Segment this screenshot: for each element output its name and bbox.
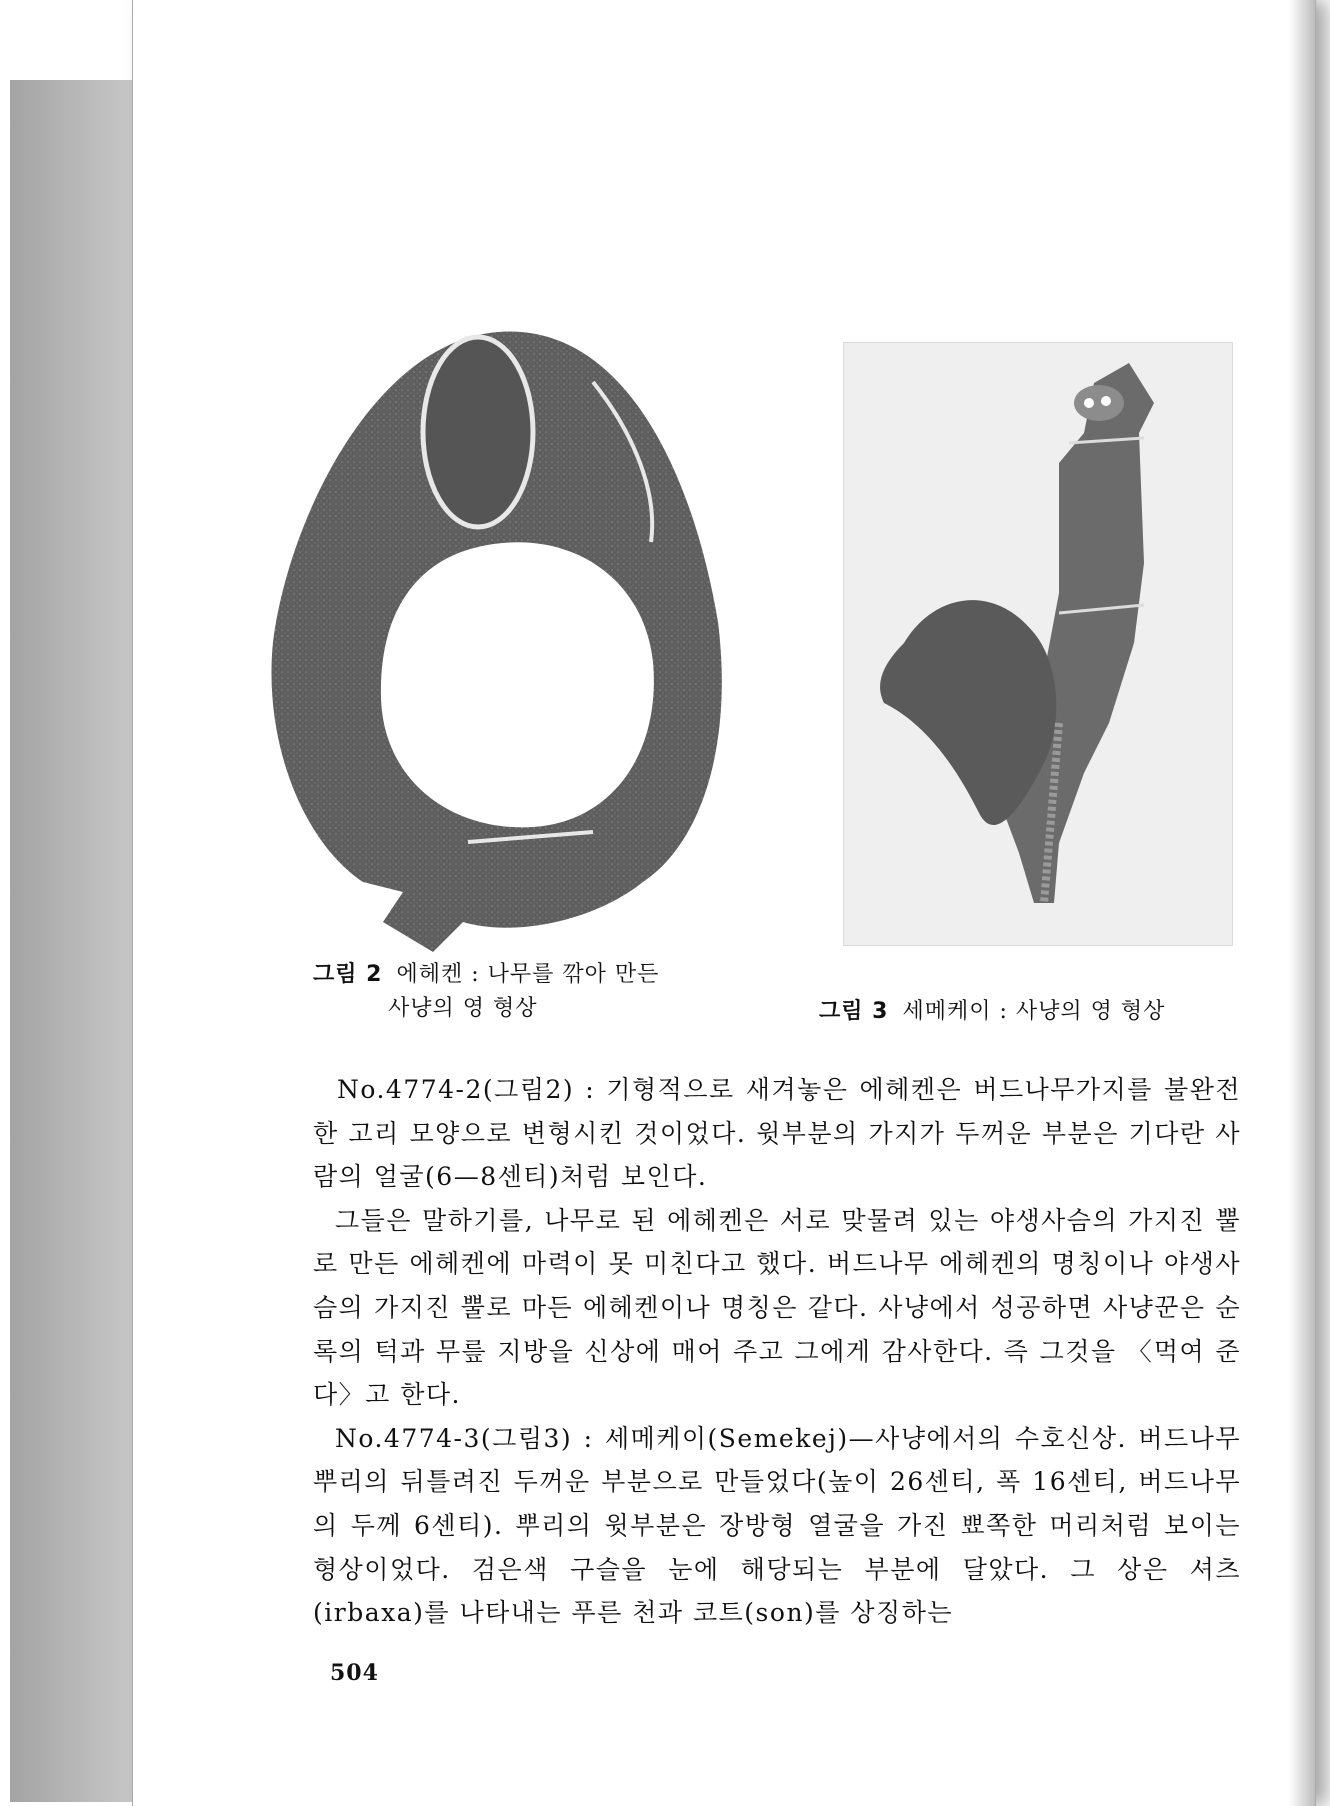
paragraph-2: 그들은 말하기를, 나무로 된 에헤켄은 서로 맞물려 있는 야생사슴의 가지진 뿔로 만든 에헤켄에 마력이 못 미친다고 했다. 버드나무 에헤켄의 명칭이나 야생사슴의 가지진 뿔로 마든 에헤켄이나 명칭은 같다. 사냥에서 성공하면 사냥꾼은 순록의 턱과 무릎 지방을 신상에 매어 주고 그에게 감사한다. 즉 그것을 〈먹여 준다〉고 한다. [313,1205,1241,1410]
figure-2-photo [263,322,733,962]
page-edge [1289,0,1315,1806]
book-page [133,0,1315,1806]
book-spine [10,80,137,1802]
figure-2-caption-line2: 사냥의 영 형상 [388,996,538,1021]
figure-2-number: 그림 2 [313,962,383,987]
ehekken-carving-image [263,322,733,962]
paragraph-1: No.4774-2(그림2) : 기형적으로 새겨놓은 에헤켄은 버드나무가지를 불완전한 고리 모양으로 변형시킨 것이었다. 윗부분의 가지가 두꺼운 부분은 기다란 사람의 얼굴(6—8센티)처럼 보인다. [313,1075,1241,1192]
figure-2-caption-line1: 에헤켄 : 나무를 깎아 만든 [396,962,660,987]
figure-3-number: 그림 3 [819,999,889,1024]
page-number: 504 [330,1660,379,1686]
semekej-figure-image [844,343,1232,945]
figure-3-photo [843,342,1233,946]
paragraph-3: No.4774-3(그림3) : 세메케이(Semekej)—사냥에서의 수호신상. 버드나무 뿌리의 뒤틀려진 두꺼운 부분으로 만들었다(높이 26센티, 폭 16센티, 버드나무의 두께 6센티). 뿌리의 윗부분은 장방형 열굴을 가진 뾰쪽한 머리처럼 보이는 형상이었다. 검은색 구슬을 눈에 해당되는 부분에 달았다. 그 상은 셔츠(irbaxa)를 나타내는 푸른 천과 코트(son)를 상징하는 [313,1423,1241,1628]
body-text [313,1068,1241,1635]
figure-2-caption [313,958,659,1026]
figure-3-caption [819,995,1165,1029]
figure-3-caption-text: 세메케이 : 사냥의 영 형상 [902,999,1166,1024]
